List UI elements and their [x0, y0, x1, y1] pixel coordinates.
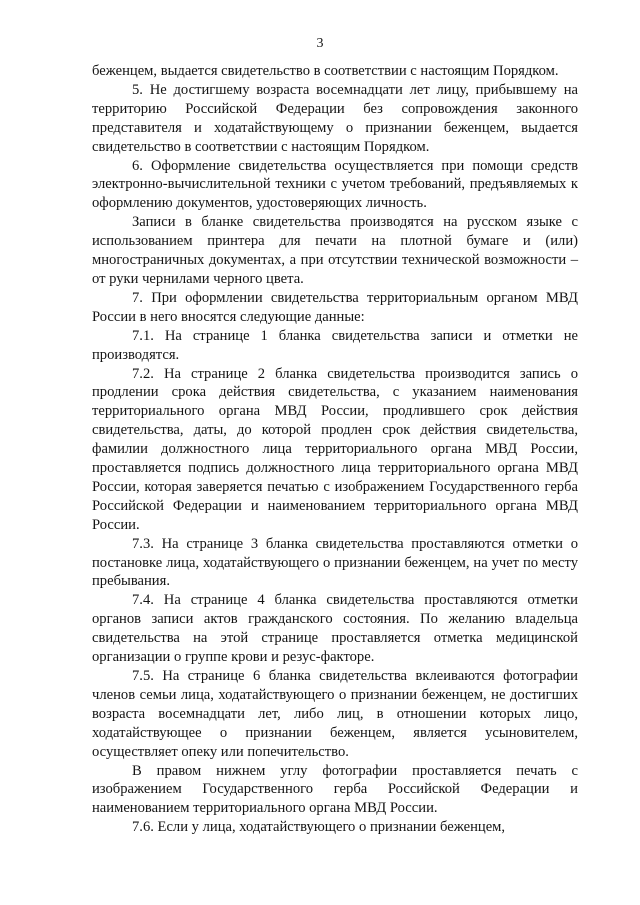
page-number: 3 [316, 36, 324, 51]
paragraph-item-7-2: 7.2. На странице 2 бланка свидетельства производится запись о продлении срока действия свидетельства, с указанием наименования территориального органа МВД России, продлившего срок действия свидетельства, даты, до которой продлен срок действия свидетельства, фамилии должностного лица территориального органа МВД России, проставляется подпись должностного лица территориального органа МВД России, которая заверяется печатью с изображением Государственного герба Российской Федерации и наименованием территориального органа МВД России. [92, 365, 578, 533]
paragraph-item-7: 7. При оформлении свидетельства территориальным органом МВД России в него вносятся следующие данные: [92, 289, 578, 325]
paragraph-item-7-1: 7.1. На странице 1 бланка свидетельства записи и отметки не производятся. [92, 327, 578, 363]
paragraph-photo-stamp: В правом нижнем углу фотографии проставляется печать с изображением Государственного герба Российской Федерации и наименованием территориального органа МВД России. [92, 762, 578, 817]
paragraph-item-7-6: 7.6. Если у лица, ходатайствующего о признании беженцем, [132, 819, 506, 836]
paragraph-item-7-4: 7.4. На странице 4 бланка свидетельства проставляются отметки органов записи актов гражданского состояния. По желанию владельца свидетельства на этой странице проставляется отметка медицинской организации о группе крови и резус-факторе. [92, 592, 578, 666]
paragraph-item-5: 5. Не достигшему возраста восемнадцати лет лицу, прибывшему на территорию Российской Федерации без сопровождения законного представителя и ходатайствующему о признании беженцем, выдается свидетельство в соответствии с настоящим Порядком. [92, 81, 578, 155]
document-body [92, 62, 578, 837]
paragraph-item-7-3: 7.3. На странице 3 бланка свидетельства проставляются отметки о постановке лица, ходатайствующего о признании беженцем, на учет по месту пребывания. [92, 535, 578, 590]
paragraph-continuation: беженцем, выдается свидетельство в соответствии с настоящим Порядком. [92, 63, 559, 79]
paragraph-item-6: 6. Оформление свидетельства осуществляется при помощи средств электронно-вычислительной техники с учетом требований, предъявляемых к оформлению документов, удостоверяющих личность. [92, 157, 578, 212]
paragraph-records-language: Записи в бланке свидетельства производятся на русском языке с использованием принтера для печати на плотной бумаге и (или) многостраничных документах, а при отсутствии технической возможности – от руки чернилами черного цвета. [92, 214, 578, 287]
paragraph-item-7-5: 7.5. На странице 6 бланка свидетельства вклеиваются фотографии членов семьи лица, ходатайствующего о признании беженцем, не достигших возраста восемнадцати лет, либо лиц, в отношении которых лицо, ходатайствующее о признании беженцем, является усыновителем, осуществляет опеку или попечительство. [92, 668, 578, 760]
